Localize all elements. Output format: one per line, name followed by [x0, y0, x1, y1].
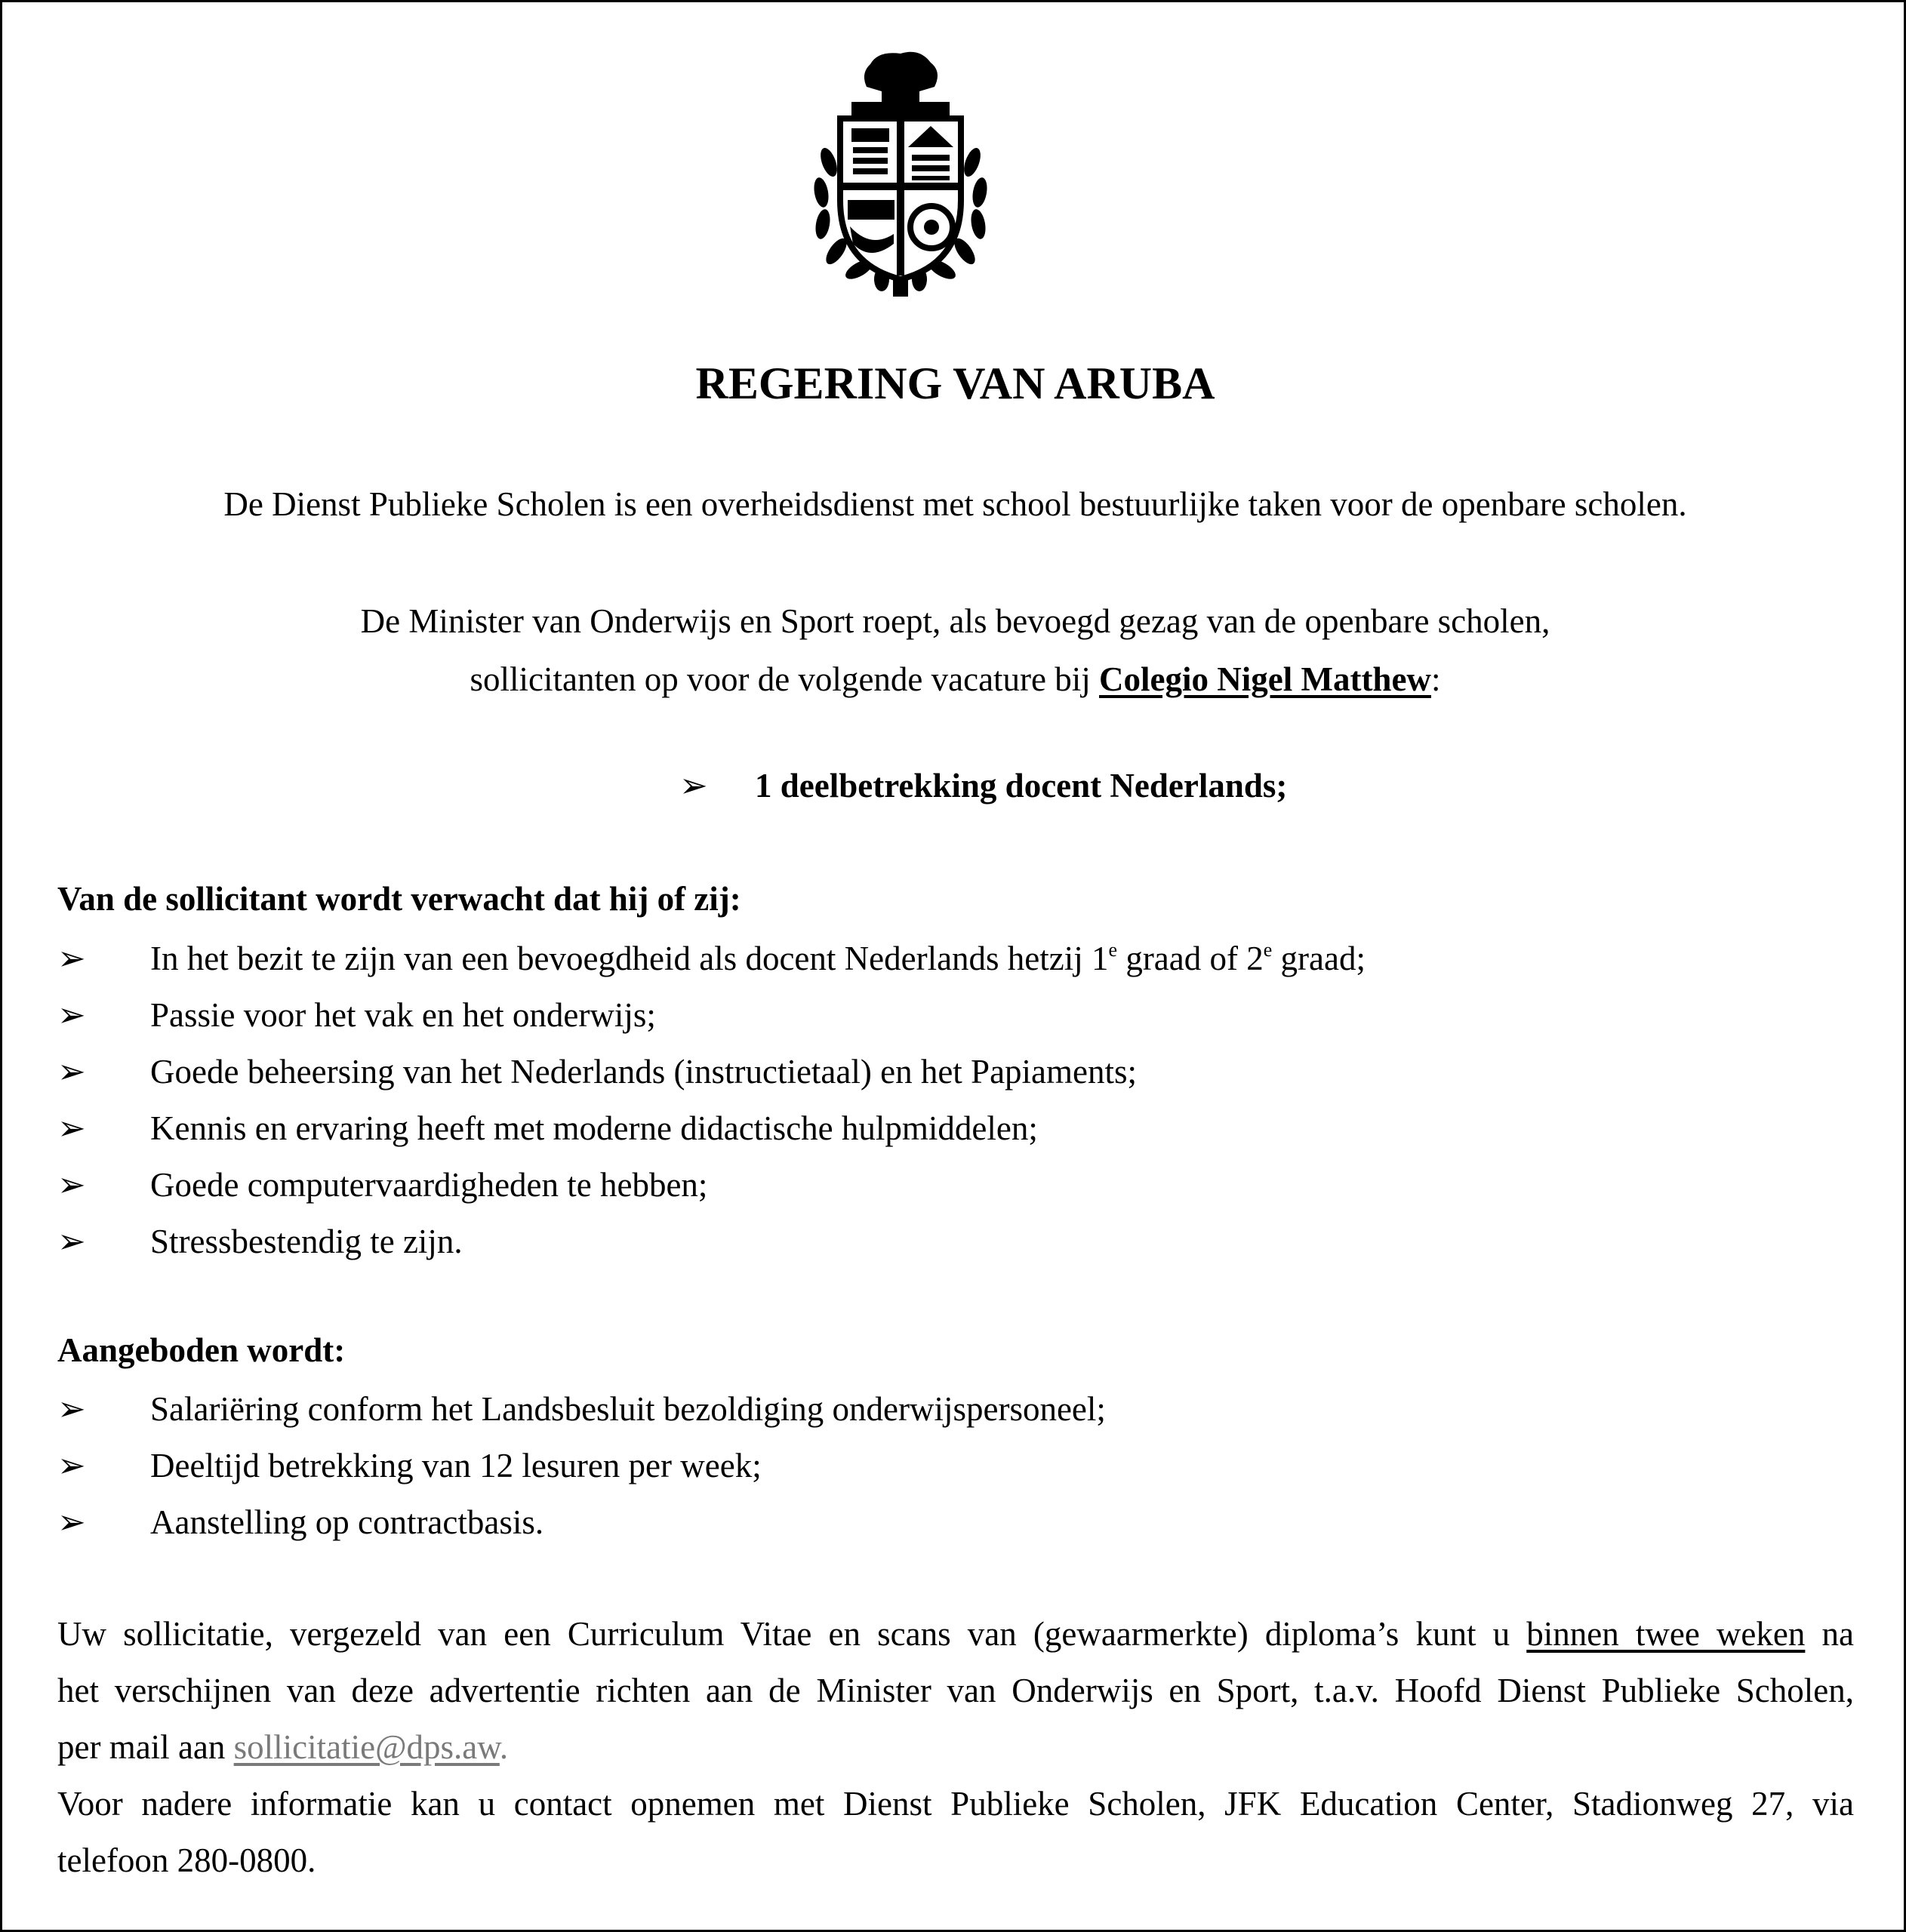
arrowhead-bullet-icon: ➢ — [57, 1390, 86, 1428]
list-item — [57, 1157, 1366, 1214]
vacancy-title — [679, 762, 1287, 809]
list-item — [57, 1100, 1366, 1157]
requirements-list — [57, 931, 1366, 1270]
requirement-text: Passie voor het vak en het onderwijs; — [150, 996, 656, 1034]
arrowhead-bullet-icon: ➢ — [57, 940, 86, 977]
offer-text: Deeltijd betrekking van 12 lesuren per week; — [150, 1447, 762, 1484]
list-item — [57, 931, 1366, 987]
deadline-text: binnen twee weken — [1526, 1615, 1806, 1653]
school-name: Colegio Nigel Matthew — [1099, 660, 1431, 698]
minister-line-2-prefix: sollicitanten op voor de volgende vacature bij — [470, 660, 1100, 698]
requirement-text-c: graad; — [1272, 940, 1366, 977]
arrowhead-bullet-icon: ➢ — [679, 767, 708, 804]
aruba-coat-of-arms-icon — [806, 49, 995, 298]
arrowhead-bullet-icon: ➢ — [57, 1109, 86, 1147]
closing-line-3-suffix: . — [499, 1728, 509, 1766]
requirement-text-a: In het bezit te zijn van een bevoegdheid als docent Nederlands hetzij 1 — [150, 940, 1109, 977]
closing-line-1-prefix: Uw sollicitatie, vergezeld van een Curriculum Vitae en scans van (gewaarmerkte) diploma’s kunt u — [57, 1615, 1527, 1653]
minister-line-2-suffix: : — [1430, 660, 1441, 698]
requirement-text: Kennis en ervaring heeft met moderne didactische hulpmiddelen; — [150, 1109, 1038, 1147]
requirement-text: Goede computervaardigheden te hebben; — [150, 1166, 708, 1204]
arrowhead-bullet-icon: ➢ — [57, 1166, 86, 1204]
closing-paragraph — [57, 1606, 1854, 1889]
list-item — [57, 1494, 1106, 1551]
offer-text: Salariëring conform het Landsbesluit bezoldiging onderwijspersoneel; — [150, 1390, 1106, 1428]
arrowhead-bullet-icon: ➢ — [57, 1223, 86, 1260]
minister-call — [2, 592, 1906, 709]
superscript-e: e — [1108, 939, 1118, 961]
closing-line-1-suffix: na — [1805, 1615, 1854, 1653]
email-link[interactable]: sollicitatie@dps.aw — [233, 1728, 500, 1766]
contact-line-2: telefoon 280-0800. — [57, 1841, 316, 1879]
arrowhead-bullet-icon: ➢ — [57, 1503, 86, 1541]
minister-line-1: De Minister van Onderwijs en Sport roept, als bevoegd gezag van de openbare scholen, — [360, 602, 1550, 640]
requirement-text-b: graad of 2 — [1117, 940, 1264, 977]
minister-line-2 — [2, 651, 1906, 709]
list-item — [57, 1438, 1106, 1494]
offer-text: Aanstelling op contractbasis. — [150, 1503, 544, 1541]
contact-line-1: Voor nadere informatie kan u contact opnemen met Dienst Publieke Scholen, JFK Education Center, Stadionweg 27, via — [57, 1785, 1854, 1823]
superscript-e: e — [1263, 939, 1273, 961]
page-title: REGERING VAN ARUBA — [695, 358, 1215, 408]
closing-line-3-prefix: per mail aan — [57, 1728, 234, 1766]
closing-line-2: het verschijnen van deze advertentie richten aan de Minister van Onderwijs en Sport, t.a.v. Hoofd Dienst Publieke Scholen, — [57, 1672, 1854, 1709]
closing-line-1 — [57, 1606, 1854, 1663]
vacancy-text: 1 deelbetrekking docent Nederlands; — [755, 767, 1288, 804]
list-item — [57, 1381, 1106, 1438]
arrowhead-bullet-icon: ➢ — [57, 1053, 86, 1091]
requirement-text — [150, 931, 1366, 987]
intro-text: De Dienst Publieke Scholen is een overheidsdienst met school bestuurlijke taken voor de openbare scholen. — [223, 485, 1687, 523]
arrowhead-bullet-icon: ➢ — [57, 996, 86, 1034]
requirements-heading: Van de sollicitant wordt verwacht dat hij of zij: — [57, 880, 741, 918]
offer-heading: Aangeboden wordt: — [57, 1331, 346, 1369]
closing-line-3 — [57, 1719, 1854, 1776]
arrowhead-bullet-icon: ➢ — [57, 1447, 86, 1484]
offer-list — [57, 1381, 1106, 1551]
list-item — [57, 987, 1366, 1044]
requirement-text: Stressbestendig te zijn. — [150, 1223, 463, 1260]
list-item — [57, 1214, 1366, 1270]
requirement-text: Goede beheersing van het Nederlands (instructietaal) en het Papiaments; — [150, 1053, 1138, 1091]
list-item — [57, 1044, 1366, 1100]
